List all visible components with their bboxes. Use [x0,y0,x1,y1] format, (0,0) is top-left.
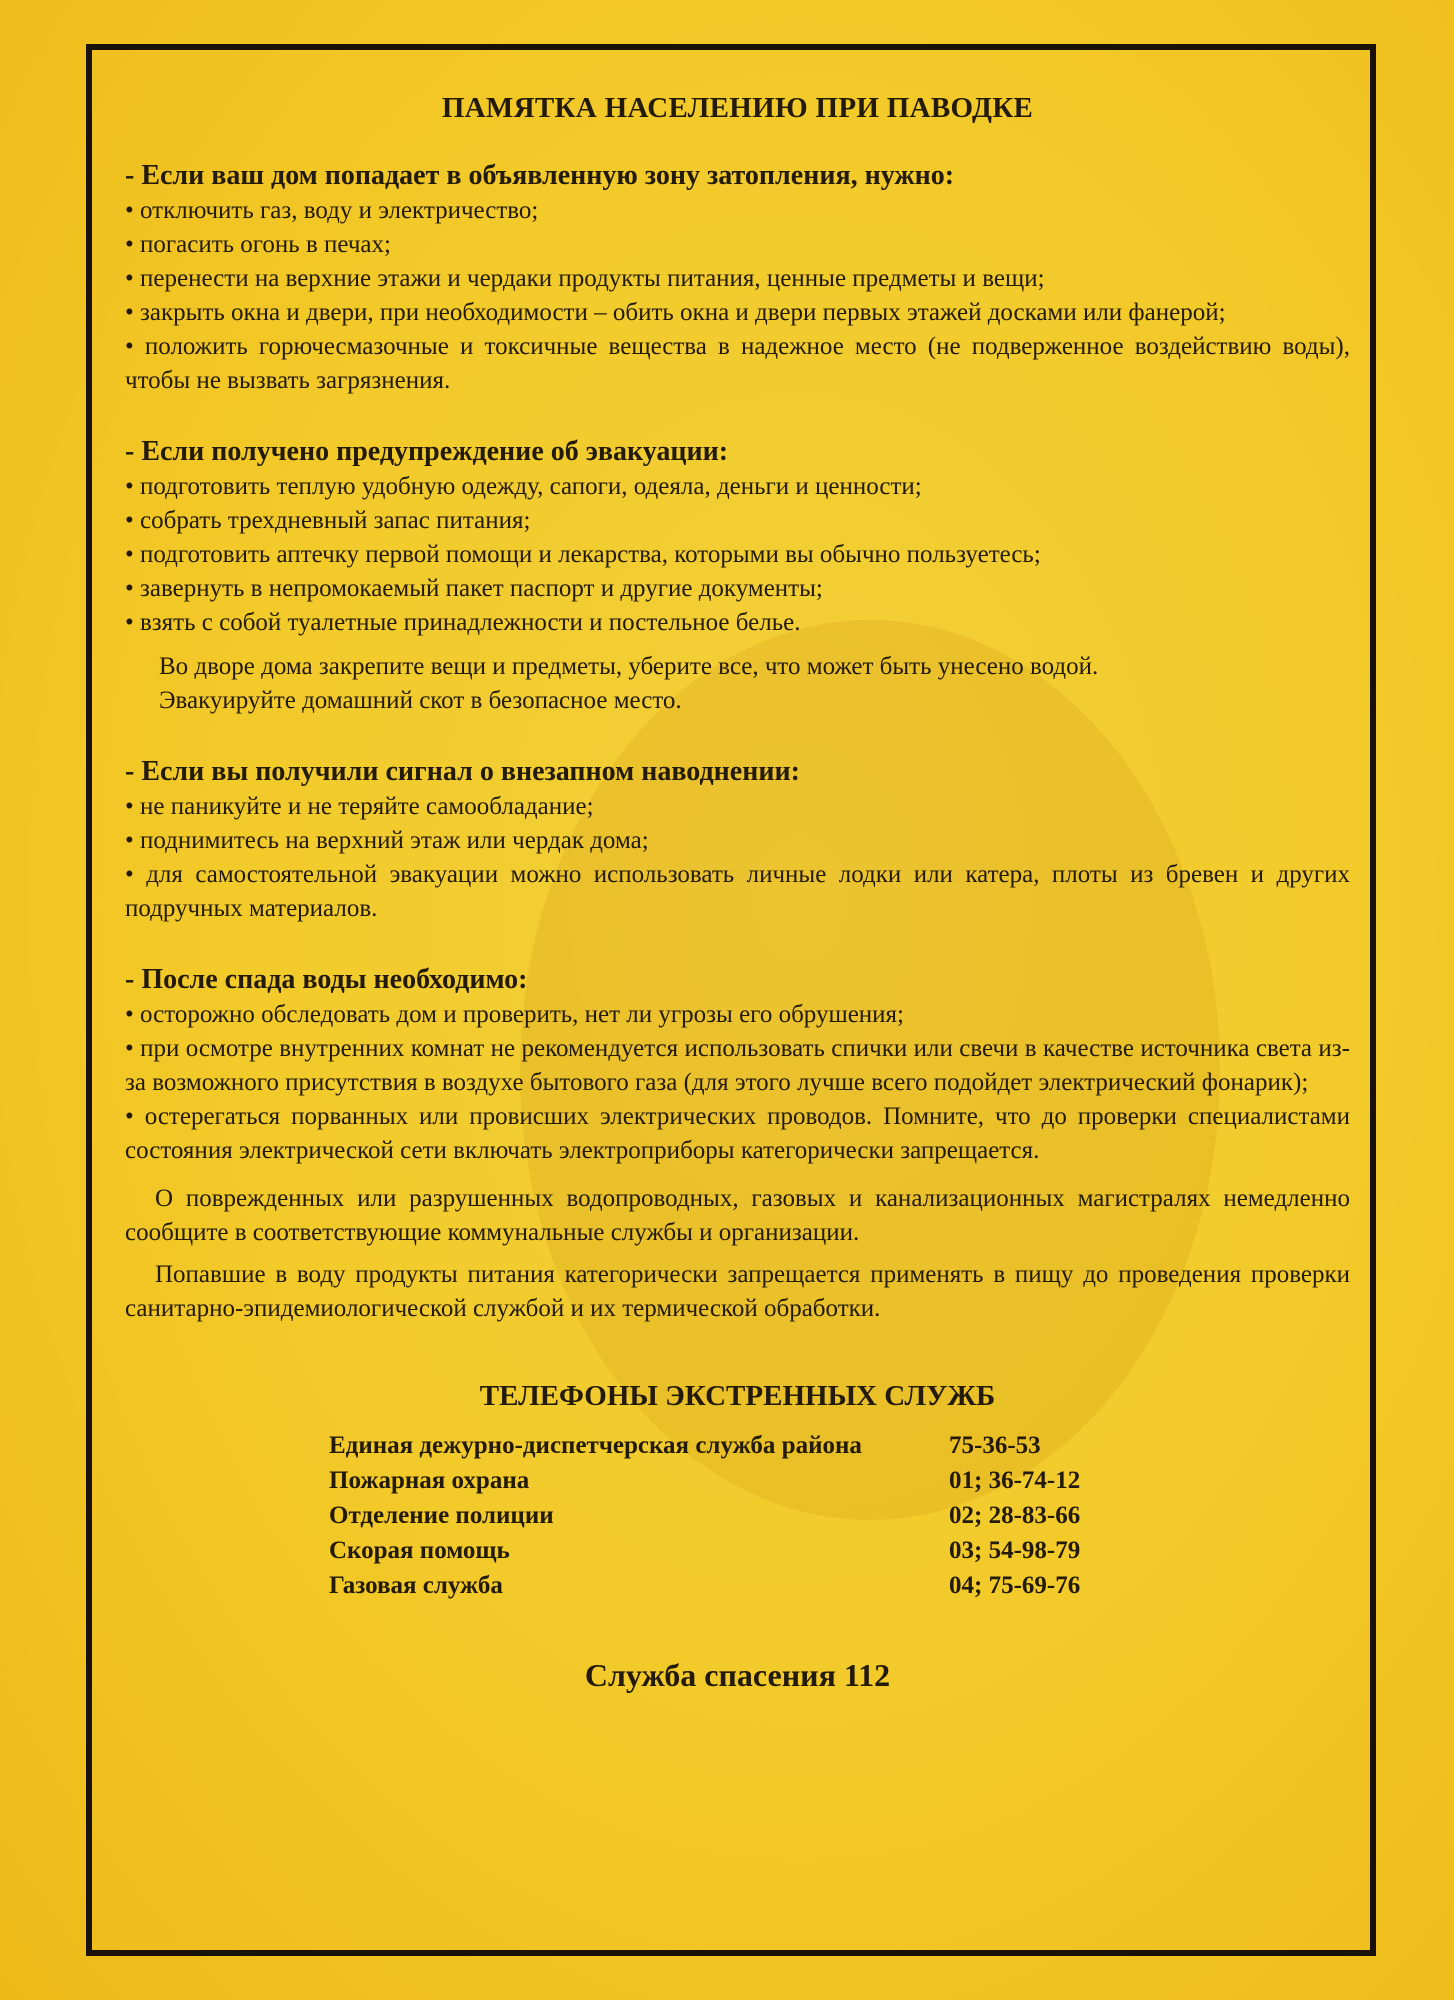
list-item: • перенести на верхние этажи и чердаки продукты питания, ценные предметы и вещи; [125,265,1045,292]
list-item: • осторожно обследовать дом и проверить, нет ли угрозы его обрушения; [125,1001,905,1028]
phones-title: ТЕЛЕФОНЫ ЭКСТРЕННЫХ СЛУЖБ [479,1380,996,1412]
paragraph-utilities: О поврежденных или разрушенных водопроводных, газовых и канализационных магистралях немедленно сообщите в соответствующие коммунальные службы и организации. [125,1185,1350,1246]
phone-row [329,1463,1109,1498]
list-item: • взять с собой туалетные принадлежности и постельное белье. [125,609,801,636]
list-item: • собрать трехдневный запас питания; [125,507,531,534]
section-heading: - После спада воды необходимо: [125,964,528,995]
section-flood-zone [125,158,1350,398]
phone-number: 03; 54-98-79 [949,1537,1081,1564]
list-item: • завернуть в непромокаемый пакет паспорт и другие документы; [125,575,823,602]
phone-row [329,1428,1109,1463]
paragraph-food: Попавшие в воду продукты питания категорически запрещается применять в пищу до проведения проверки санитарно-эпидемиологической службой и их термической обработки. [125,1261,1350,1322]
list-item: • погасить огонь в печах; [125,231,391,258]
phone-number: 02; 28-83-66 [949,1502,1081,1529]
phone-row [329,1498,1109,1533]
list-item: • подготовить аптечку первой помощи и лекарства, которыми вы обычно пользуетесь; [125,541,1041,568]
rescue-service-footer: Служба спасения 112 [584,1657,891,1693]
section-heading: - Если ваш дом попадает в объявленную зону затопления, нужно: [125,160,955,191]
service-name: Единая дежурно-диспетчерская служба района [329,1432,862,1459]
section-heading: - Если получено предупреждение об эвакуации: [125,436,729,467]
section-heading: - Если вы получили сигнал о внезапном наводнении: [125,756,800,787]
section-note: Во дворе дома закрепите вещи и предметы, уберите все, что может быть унесено водой. [159,653,1099,680]
section-sudden-flood [125,754,1350,926]
list-item: • не паникуйте и не теряйте самообладание; [125,793,594,820]
section-note: Эвакуируйте домашний скот в безопасное место. [159,687,682,714]
list-item: • при осмотре внутренних комнат не рекомендуется использовать спички или свечи в качестве источника света из-за возможного присутствия в воздухе бытового газа (для этого лучше всего подойдет электрический фонарик); [125,1035,1350,1096]
phone-row [329,1568,1109,1603]
list-item: • для самостоятельной эвакуации можно использовать личные лодки или катера, плоты из бревен и других подручных материалов. [125,861,1350,922]
flyer-content [125,90,1350,1695]
service-name: Газовая служба [329,1572,503,1599]
list-item: • закрыть окна и двери, при необходимости – обить окна и двери первых этажей досками или фанерой; [125,299,1226,326]
list-item: • подготовить теплую удобную одежду, сапоги, одеяла, деньги и ценности; [125,473,922,500]
list-item: • положить горючесмазочные и токсичные вещества в надежное место (не подверженное воздействию воды), чтобы не вызвать загрязнения. [125,333,1350,394]
document-title: ПАМЯТКА НАСЕЛЕНИЮ ПРИ ПАВОДКЕ [441,92,1034,124]
list-item: • остерегаться порванных или провисших электрических проводов. Помните, что до проверки специалистами состояния электрической сети включать электроприборы категорически запрещается. [125,1103,1350,1164]
service-name: Скорая помощь [329,1537,510,1564]
list-item: • отключить газ, воду и электричество; [125,197,539,224]
service-name: Отделение полиции [329,1502,554,1529]
phones-table [329,1428,1109,1603]
section-evacuation-warning [125,434,1350,718]
section-after-flood [125,962,1350,1168]
phone-number: 75-36-53 [949,1432,1041,1459]
phone-number: 04; 75-69-76 [949,1572,1081,1599]
phone-number: 01; 36-74-12 [949,1467,1081,1494]
phone-row [329,1533,1109,1568]
list-item: • поднимитесь на верхний этаж или чердак дома; [125,827,649,854]
service-name: Пожарная охрана [329,1467,530,1494]
